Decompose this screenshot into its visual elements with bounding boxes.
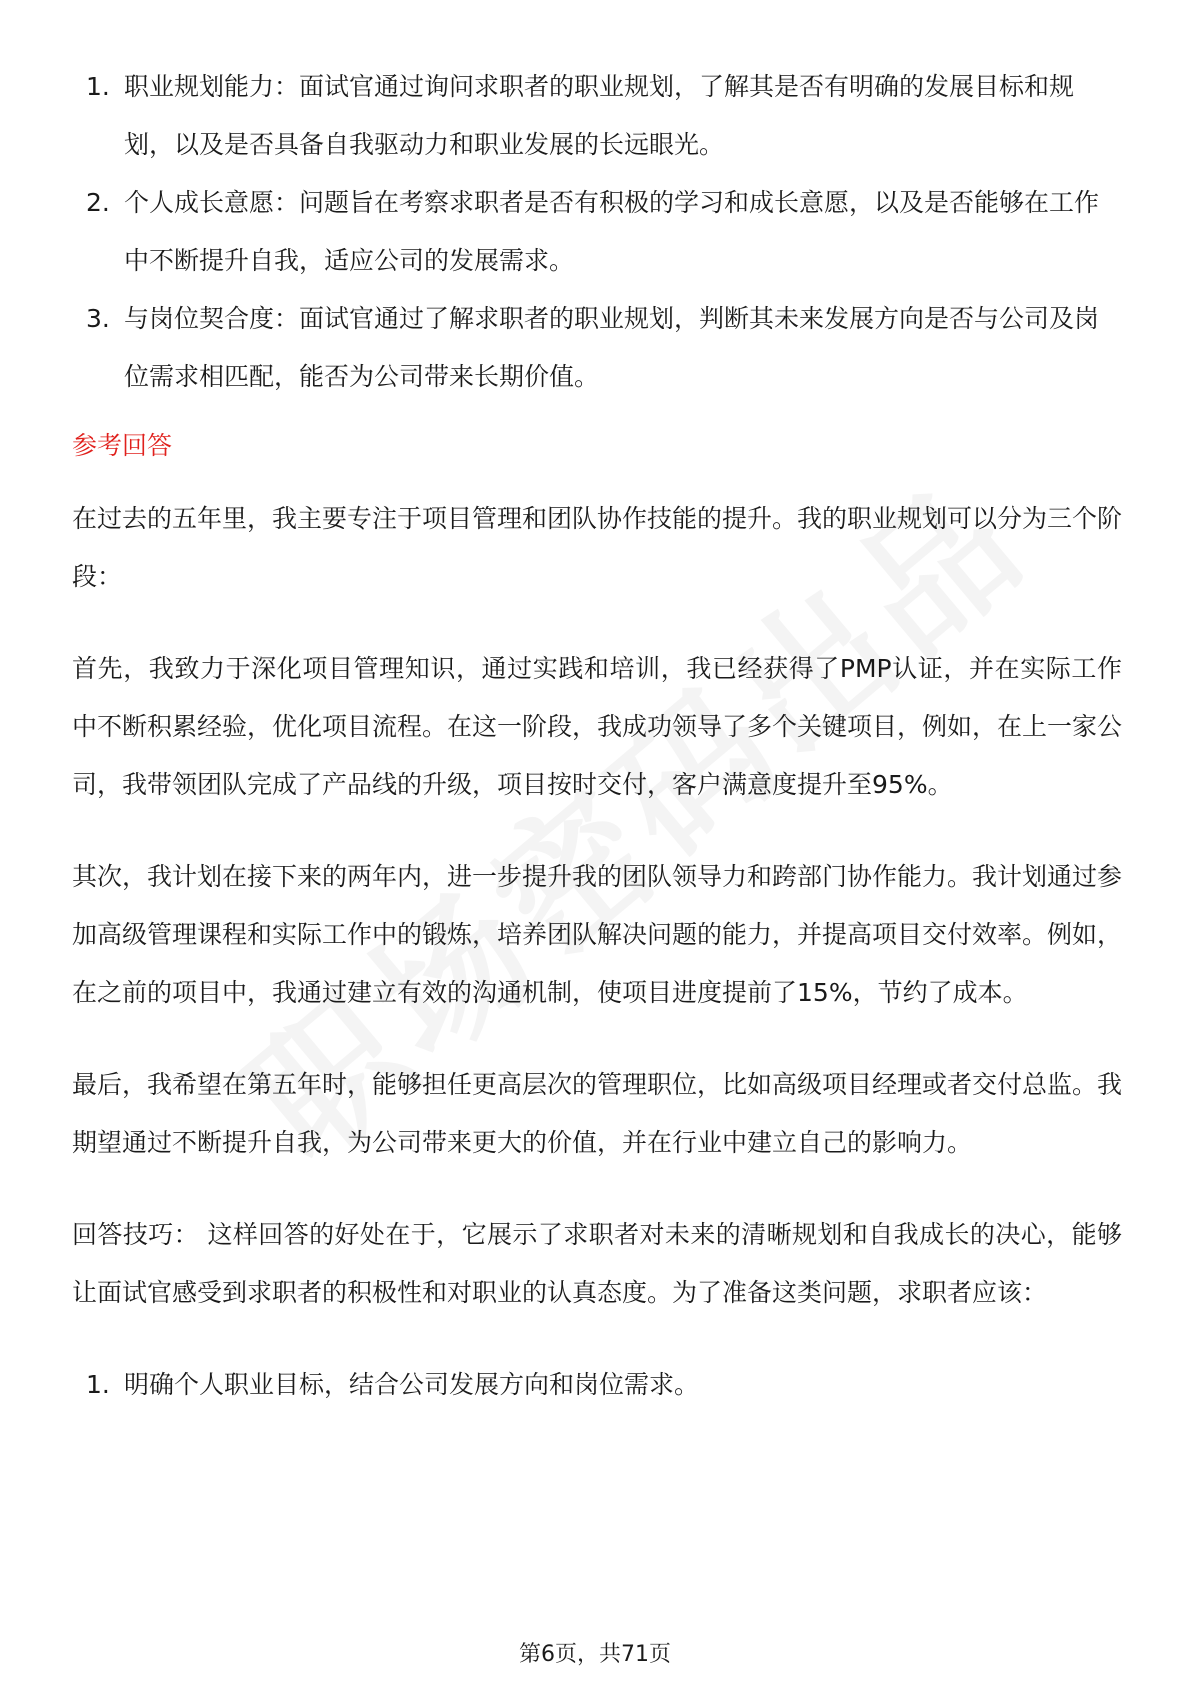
tips-list [72, 1356, 1122, 1414]
list-item [72, 58, 1122, 174]
list-text: 个人成长意愿：问题旨在考察求职者是否有积极的学习和成长意愿，以及是否能够在工作中不断提升自我，适应公司的发展需求。 [124, 188, 1100, 275]
list-text: 职业规划能力：面试官通过询问求职者的职业规划，了解其是否有明确的发展目标和规划，以及是否具备自我驱动力和职业发展的长远眼光。 [124, 72, 1075, 159]
section-heading: 参考回答 [72, 431, 173, 460]
list-item [72, 290, 1122, 406]
list-item [72, 174, 1122, 290]
page-content [72, 58, 1122, 1414]
list-number: 1. [86, 1370, 110, 1399]
list-number: 3. [86, 304, 110, 333]
list-item [72, 1356, 1122, 1414]
list-text: 与岗位契合度：面试官通过了解求职者的职业规划，判断其未来发展方向是否与公司及岗位需求相匹配，能否为公司带来长期价值。 [124, 304, 1100, 391]
list-text: 明确个人职业目标，结合公司发展方向和岗位需求。 [124, 1370, 700, 1399]
paragraph: 其次，我计划在接下来的两年内，进一步提升我的团队领导力和跨部门协作能力。我计划通过参加高级管理课程和实际工作中的锻炼，培养团队解决问题的能力，并提高项目交付效率。例如，在之前的项目中，我通过建立有效的沟通机制，使项目进度提前了15%，节约了成本。 [72, 862, 1123, 1007]
list-number: 2. [86, 188, 110, 217]
intro-list [72, 58, 1122, 406]
paragraph: 最后，我希望在第五年时，能够担任更高层次的管理职位，比如高级项目经理或者交付总监。我期望通过不断提升自我，为公司带来更大的价值，并在行业中建立自己的影响力。 [72, 1070, 1123, 1157]
paragraph: 首先，我致力于深化项目管理知识，通过实践和培训，我已经获得了PMP认证，并在实际工作中不断积累经验，优化项目流程。在这一阶段，我成功领导了多个关键项目，例如，在上一家公司，我带领团队完成了产品线的升级，项目按时交付，客户满意度提升至95%。 [72, 654, 1123, 799]
page-footer: 第6页，共71页 [519, 1642, 671, 1667]
paragraph: 回答技巧： 这样回答的好处在于，它展示了求职者对未来的清晰规划和自我成长的决心，能够让面试官感受到求职者的积极性和对职业的认真态度。为了准备这类问题，求职者应该： [72, 1220, 1122, 1307]
list-number: 1. [86, 72, 110, 101]
paragraph: 在过去的五年里，我主要专注于项目管理和团队协作技能的提升。我的职业规划可以分为三个阶段： [72, 504, 1123, 591]
